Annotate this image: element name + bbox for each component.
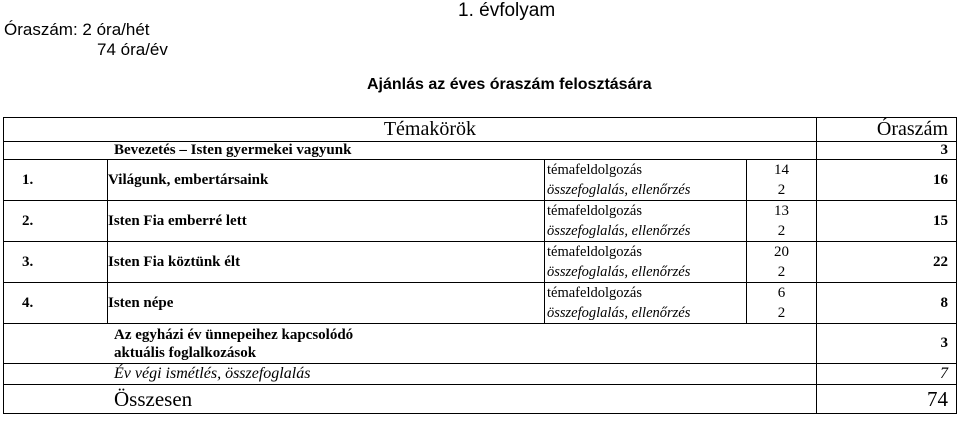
topic-number: 2.: [4, 201, 108, 242]
activity-review: összefoglalás, ellenőrzés: [547, 223, 691, 239]
holidays-label: Az egyházi év ünnepeihez kapcsolódó aktuális foglalkozások: [4, 324, 817, 364]
topic-total-hours: 22: [817, 242, 957, 283]
review-label: Év végi ismétlés, összefoglalás: [4, 364, 817, 385]
grade-title: 1. évfolyam: [458, 0, 556, 21]
topic-number: 3.: [4, 242, 108, 283]
total-hours: 74: [817, 385, 957, 414]
activity-review: összefoglalás, ellenőrzés: [547, 182, 691, 198]
activity-review: összefoglalás, ellenőrzés: [547, 264, 691, 280]
review-row: [4, 364, 957, 385]
total-row: [4, 385, 957, 414]
topic-total-hours: 16: [817, 160, 957, 201]
hours-per-week: Óraszám: 2 óra/hét: [4, 20, 150, 39]
review-hours: 2: [777, 305, 786, 321]
col-topics-header: Témakörök: [383, 118, 476, 140]
topic-title: Isten Fia köztünk élt: [108, 242, 545, 283]
table-row: [4, 283, 957, 324]
topic-number: 4.: [4, 283, 108, 324]
intro-label: Bevezetés – Isten gyermekei vagyunk: [4, 142, 817, 160]
table-header-row: [4, 118, 957, 142]
topic-title: Isten Fia emberré lett: [108, 201, 545, 242]
activity-review: összefoglalás, ellenőrzés: [547, 305, 691, 321]
hours-table: [3, 117, 957, 414]
table-row: [4, 160, 957, 201]
intro-hours: 3: [817, 142, 957, 160]
processing-hours: 13: [774, 203, 789, 219]
review-hours-total: 7: [817, 364, 957, 385]
hours-info: [4, 20, 168, 60]
activity-processing: témafeldolgozás: [547, 244, 643, 260]
col-hours-header: Óraszám: [817, 118, 957, 142]
subtitle: Ajánlás az éves óraszám felosztására: [367, 76, 652, 93]
topic-title: Isten népe: [108, 283, 545, 324]
table-row: [4, 242, 957, 283]
processing-hours: 20: [774, 244, 789, 260]
processing-hours: 6: [777, 285, 786, 301]
activity-processing: témafeldolgozás: [547, 162, 643, 178]
topic-total-hours: 15: [817, 201, 957, 242]
topic-total-hours: 8: [817, 283, 957, 324]
review-hours: 2: [777, 223, 786, 239]
intro-row: [4, 142, 957, 160]
hours-per-year: 74 óra/év: [97, 40, 168, 59]
holidays-row: [4, 324, 957, 364]
topic-number: 1.: [4, 160, 108, 201]
activity-processing: témafeldolgozás: [547, 203, 643, 219]
processing-hours: 14: [774, 162, 789, 178]
topic-title: Világunk, embertársaink: [108, 160, 545, 201]
review-hours: 2: [777, 264, 786, 280]
table-row: [4, 201, 957, 242]
review-hours: 2: [777, 182, 786, 198]
activity-processing: témafeldolgozás: [547, 285, 643, 301]
total-label: Összesen: [4, 385, 817, 414]
holidays-hours: 3: [817, 324, 957, 364]
